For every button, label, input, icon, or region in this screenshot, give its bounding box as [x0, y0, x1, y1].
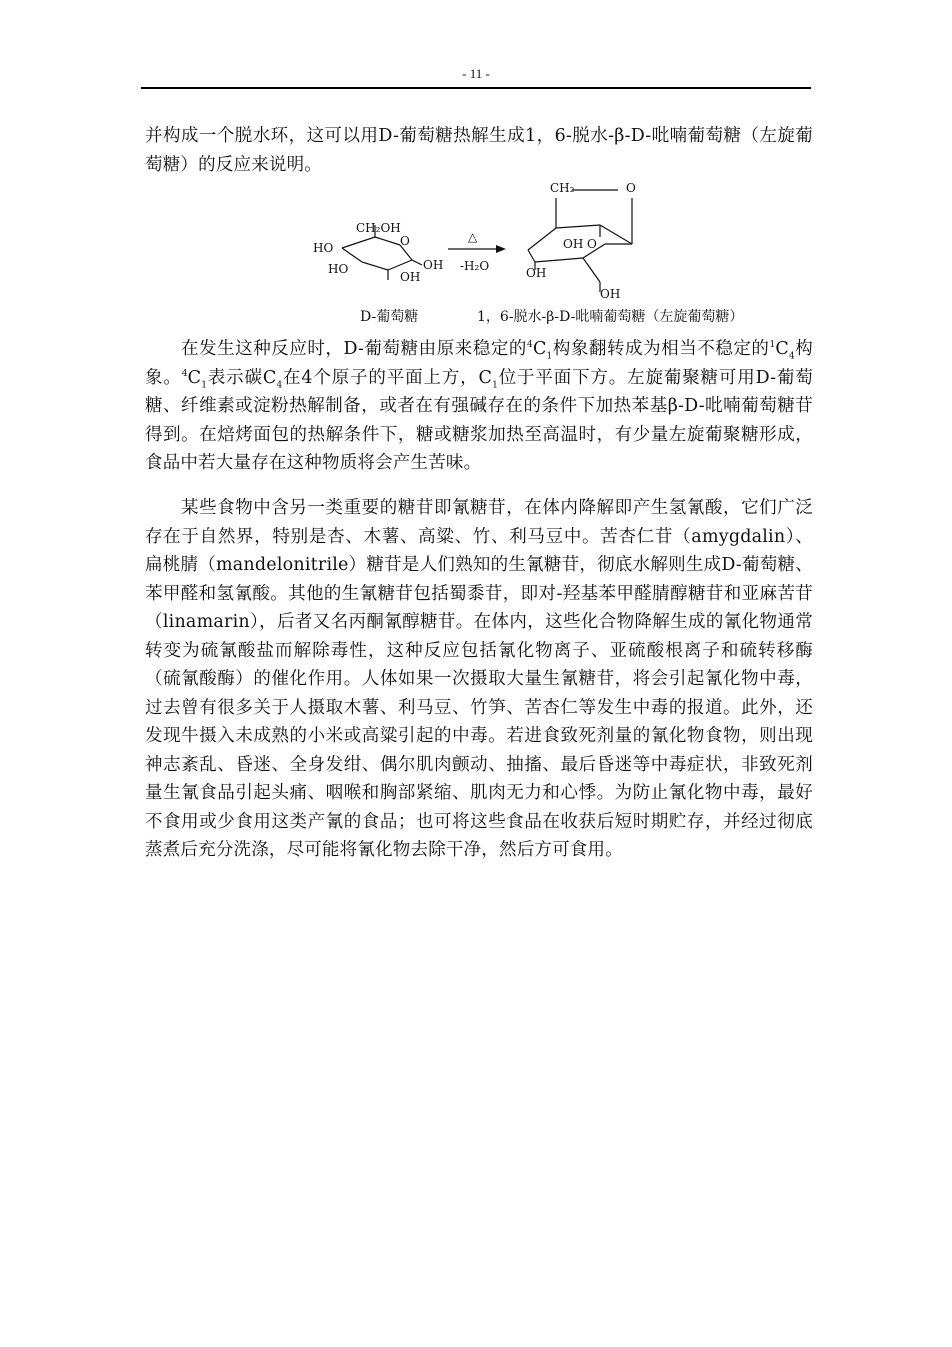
paragraph-cyanogenic-glycosides: 某些食物中含另一类重要的糖苷即氰糖苷，在体内降解即产生氢氰酸，它们广泛存在于自然界，特别是杏、木薯、高粱、竹、利马豆中。苦杏仁苷（amygdalin）、扁桃腈（mandelonitrile）糖苷是人们熟知的生氰糖苷，彻底水解则生成D-葡萄糖、苯甲醛和氢氰酸。其他的生氰糖苷包括蜀黍苷，即对-羟基苯甲醛腈醇糖苷和亚麻苦苷（linamarin），后者又名丙酮氰醇糖苷。在体内，这些化合物降解生成的氰化物通常转变为硫氰酸盐而解除毒性，这种反应包括氰化物离子、亚硫酸根离子和硫转移酶（硫氰酸酶）的催化作用。人体如果一次摄取大量生氰糖苷，将会引起氰化物中毒，过去曾有很多关于人摄取木薯、利马豆、竹笋、苦杏仁等发生中毒的报道。此外，还发现牛摄入未成熟的小米或高粱引起的中毒。若进食致死剂量的氰化物食物，则出现神志紊乱、昏迷、全身发绀、偶尔肌肉颤动、抽搐、最后昏迷等中毒症状，非致死剂量生氰食品引起头痛、咽喉和胸部紧缩、肌肉无力和心悸。为防止氰化物中毒，最好不食用或少食用这类产氰的食品；也可将这些食品在收获后短时期贮存，并经过彻底蒸煮后充分洗涤，尽可能将氰化物去除干净，然后方可食用。: [145, 498, 813, 860]
glucose-ho-top-label: HO: [313, 241, 334, 255]
subscript-4: 4: [789, 351, 795, 362]
levoglucosan-bridge-o-label: O: [626, 181, 636, 195]
glucose-ch2oh-label: CH₂OH: [356, 221, 401, 235]
carbon-c: C: [775, 339, 789, 359]
levoglucosan-ring-oh-label: OH: [563, 237, 584, 251]
superscript-4: 4: [527, 340, 533, 351]
glucose-oh-right-label: OH: [423, 258, 444, 272]
levoglucosan-ch2-label: CH₂: [550, 181, 575, 195]
conformation-text-2: 构象翻转成为相当不稳定的: [552, 339, 770, 359]
reaction-diagram: [300, 170, 820, 335]
minus-water-label: -H₂O: [460, 259, 490, 273]
subscript-1: 1: [546, 351, 553, 362]
superscript-1: 1: [769, 340, 776, 351]
levoglucosan-oh-left-label: OH: [526, 266, 547, 280]
carbon-c: C: [187, 367, 202, 388]
carbon-c: C: [532, 339, 547, 359]
superscript-4: 4: [181, 368, 188, 379]
product-caption: 1，6-脱水-β-D-吡喃葡萄糖（左旋葡萄糖）: [477, 309, 744, 325]
conformation-text-3: 构象。: [145, 339, 813, 388]
page-number: - 11 -: [462, 66, 490, 81]
heat-symbol: △: [468, 230, 478, 244]
conformation-text-4: 表示碳C: [207, 367, 277, 388]
paragraph-conformation: [145, 335, 813, 478]
subscript-1: 1: [201, 380, 208, 390]
levoglucosan-ring-o-label: O: [587, 237, 597, 251]
glucose-ring-o-label: O: [400, 234, 410, 248]
glucose-oh-bottom-label: OH: [400, 270, 421, 284]
subscript-4: 4: [276, 380, 283, 390]
conformation-text-6: 位于平面下方。左旋葡聚糖可用D-葡萄糖、纤维素或淀粉热解制备，或者在有强碱存在的条件下加热苯基β-D-吡喃葡萄糖苷得到。在焙烤面包的热解条件下，糖或糖浆加热至高温时，有少量左旋葡聚糖形成，食品中若大量存在这种物质将会产生苦味。: [145, 367, 813, 473]
subscript-1: 1: [492, 380, 499, 390]
header-rule: [141, 87, 811, 89]
levoglucosan-oh-bottom-label: OH: [600, 287, 621, 301]
reactant-caption: D-葡萄糖: [360, 309, 419, 325]
glucose-ho-bottom-label: HO: [328, 262, 349, 276]
intro-paragraph: 并构成一个脱水环，这可以用D-葡萄糖热解生成1，6-脱水-β-D-吡喃葡萄糖（左旋葡萄糖）的反应来说明。: [145, 126, 813, 175]
conformation-text-5: 在4个原子的平面上方，C: [282, 367, 493, 388]
conformation-text-1: 在发生这种反应时，D-葡萄糖由原来稳定的: [181, 339, 527, 359]
reaction-arrow: [448, 245, 506, 253]
